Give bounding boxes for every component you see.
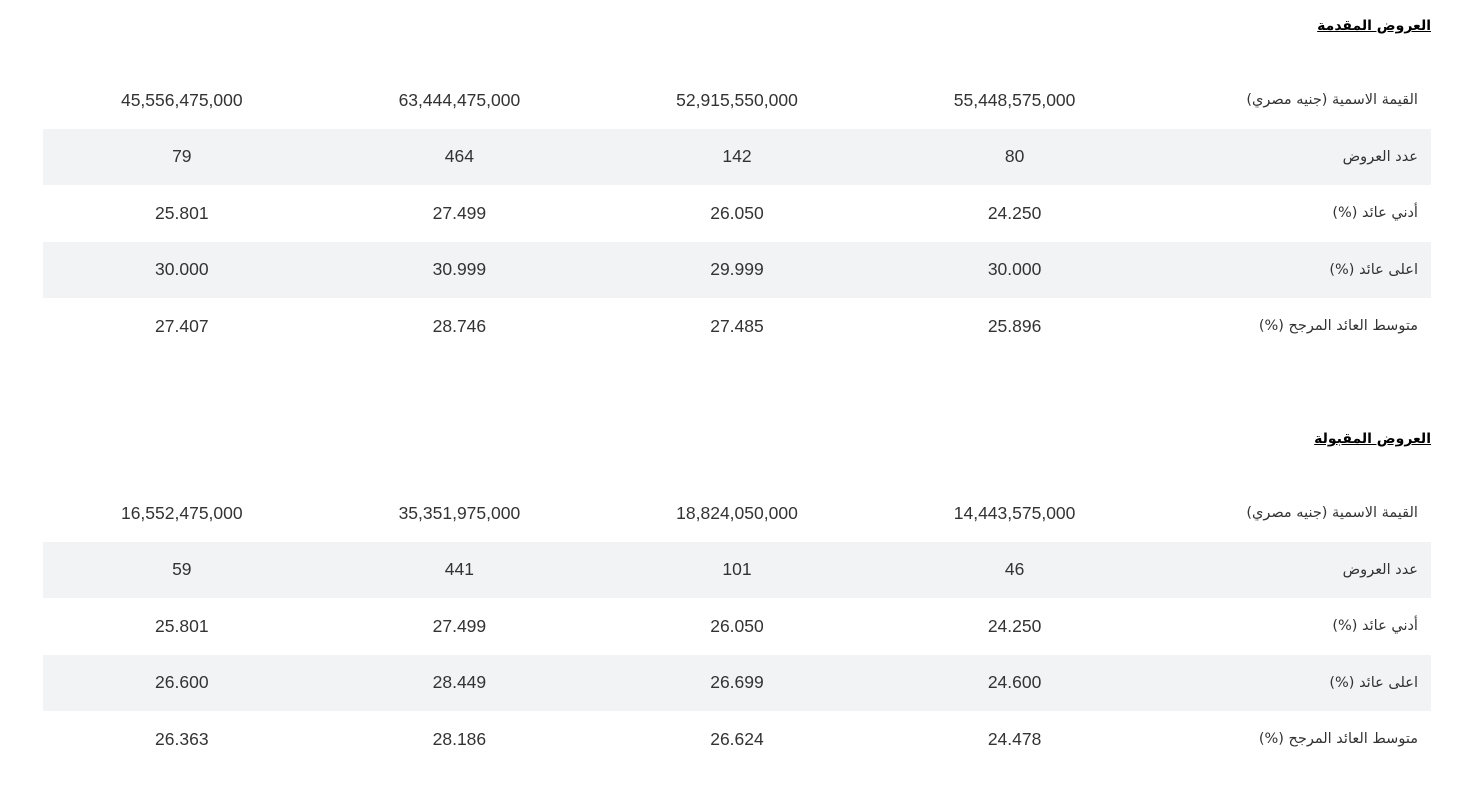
table-cell: 55,448,575,000 [953, 89, 1076, 110]
table-cell: 27.485 [710, 315, 764, 336]
table-row [43, 129, 1431, 186]
table-row [43, 185, 1431, 242]
table-cell: 24.250 [987, 202, 1042, 223]
table-cell: 27.499 [432, 615, 487, 636]
table-cell: 441 [444, 559, 474, 580]
row-label: القيمة الاسمية (جنيه مصري) [1246, 92, 1418, 109]
table-row [43, 655, 1431, 712]
row-label: عدد العروض [1342, 561, 1418, 578]
table-cell: 79 [172, 146, 192, 167]
row-label: أدني عائد (%) [1332, 618, 1418, 635]
table-cell: 63,444,475,000 [398, 89, 521, 110]
table-cell: 101 [722, 559, 752, 580]
table-cell: 30.000 [987, 259, 1042, 280]
table-cell: 18,824,050,000 [676, 502, 798, 523]
table-row [43, 711, 1431, 768]
table-cell: 26.699 [710, 672, 764, 693]
table-row [43, 542, 1431, 599]
table-cell: 35,351,975,000 [398, 502, 521, 523]
table-cell: 28.746 [432, 315, 487, 336]
row-label: عدد العروض [1342, 148, 1418, 165]
row-label: القيمة الاسمية (جنيه مصري) [1246, 505, 1418, 522]
table-cell: 25.801 [155, 202, 209, 223]
table-cell: 80 [1004, 146, 1025, 167]
table-cell: 29.999 [710, 259, 764, 280]
table-cell: 24.478 [987, 728, 1042, 749]
table-row [43, 72, 1431, 129]
table-cell: 26.363 [155, 728, 209, 749]
table-cell: 28.449 [432, 672, 487, 693]
table-cell: 142 [722, 146, 752, 167]
table-cell: 45,556,475,000 [120, 89, 243, 110]
table-cell: 59 [172, 559, 192, 580]
table-cell: 26.050 [710, 202, 764, 223]
table-row [43, 598, 1431, 655]
row-label: متوسط العائد المرجح (%) [1258, 318, 1418, 335]
table-cell: 46 [1004, 559, 1025, 580]
table-cell: 28.186 [432, 728, 487, 749]
table-cell: 24.250 [987, 615, 1042, 636]
section-title: العروض المقدمة [1317, 18, 1431, 34]
table-cell: 24.600 [987, 672, 1042, 693]
table-cell: 26.050 [710, 615, 764, 636]
table-cell: 27.407 [155, 315, 209, 336]
table-row [43, 298, 1431, 355]
table-cell: 26.600 [155, 672, 209, 693]
table-cell: 14,443,575,000 [953, 502, 1076, 523]
table-cell: 27.499 [432, 202, 487, 223]
table-cell: 25.896 [987, 315, 1042, 336]
table-cell: 30.000 [155, 259, 209, 280]
section-title: العروض المقبولة [1314, 431, 1431, 447]
row-label: متوسط العائد المرجح (%) [1258, 731, 1418, 748]
table-cell: 464 [444, 146, 474, 167]
table-cell: 26.624 [710, 728, 764, 749]
table-cell: 16,552,475,000 [120, 502, 243, 523]
table-cell: 52,915,550,000 [676, 89, 798, 110]
row-label: أدني عائد (%) [1332, 205, 1418, 222]
table-row [43, 242, 1431, 299]
accepted-bids-table [43, 485, 1431, 768]
offered-bids-table [43, 72, 1431, 355]
table-cell: 25.801 [155, 615, 209, 636]
table-cell: 30.999 [432, 259, 487, 280]
row-label: اعلى عائد (%) [1329, 261, 1418, 278]
table-row [43, 485, 1431, 542]
row-label: اعلى عائد (%) [1329, 674, 1418, 691]
